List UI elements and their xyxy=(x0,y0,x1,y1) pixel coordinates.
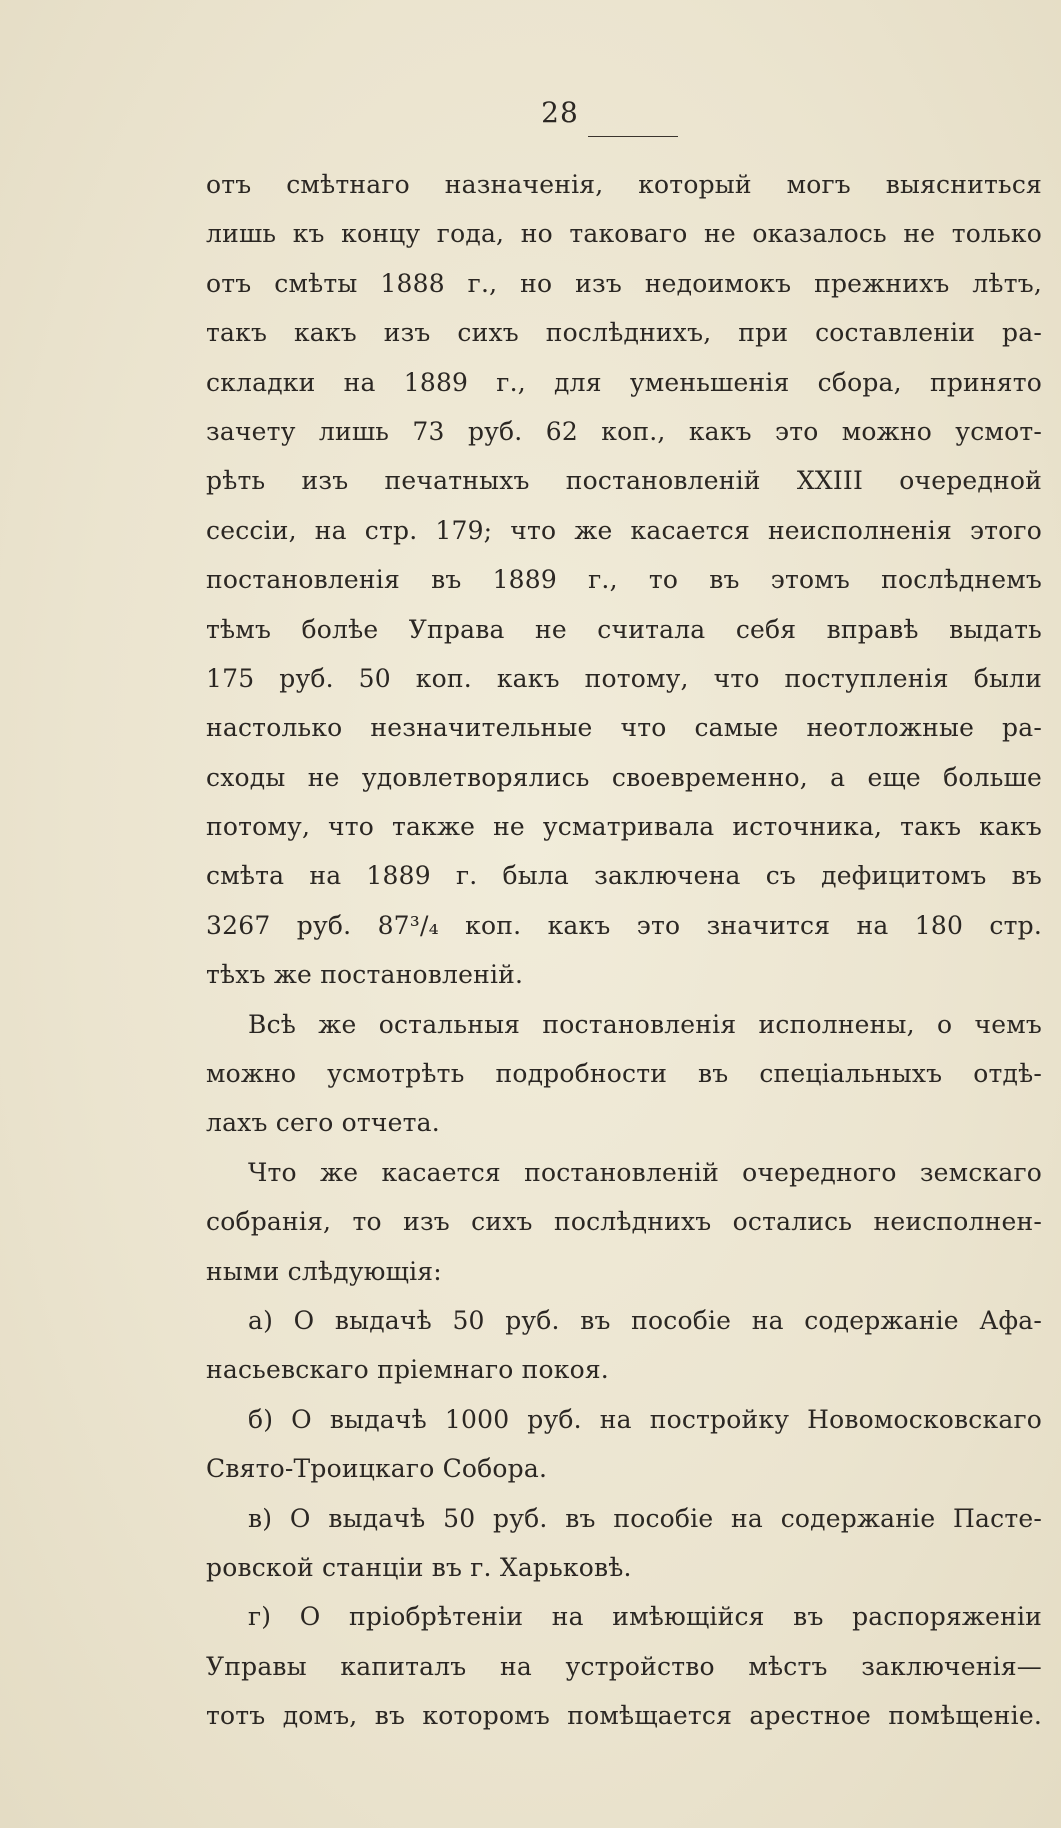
text-line: ровской станціи въ г. Харьковѣ. xyxy=(206,1552,632,1582)
text-line: тѣхъ же постановленій. xyxy=(206,960,524,990)
text-line: сессіи, на стр. 179; что же касается неисполненія этого xyxy=(206,515,1042,545)
text-line: отъ смѣтнаго назначенія, который могъ выясниться xyxy=(206,170,1042,199)
text-line: сходы не удовлетворялись своевременно, а еще больше xyxy=(206,762,1042,792)
text-line: настолько незначительные что самые неотложные ра- xyxy=(206,713,1042,743)
text-line: Управы капиталъ на устройство мѣстъ заключенія— xyxy=(206,1651,1042,1681)
text-line: можно усмотрѣть подробности въ спеціальныхъ отдѣ- xyxy=(206,1059,1042,1089)
text-line: 175 руб. 50 коп. какъ потому, что поступленія были xyxy=(206,663,1042,693)
text-line: насьевскаго пріемнаго покоя. xyxy=(206,1355,609,1385)
text-line: тѣмъ болѣе Управа не считала себя вправѣ выдать xyxy=(206,614,1042,644)
text-line: зачету лишь 73 руб. 62 коп., какъ это можно усмот- xyxy=(206,416,1042,446)
list-item-g: г) О пріобрѣтеніи на имѣющійся въ распоряженіи xyxy=(248,1602,1042,1632)
text-line: тотъ домъ, въ которомъ помѣщается арестное помѣщеніе. xyxy=(206,1701,1042,1731)
text-line: складки на 1889 г., для уменьшенія сбора, принято xyxy=(206,367,1042,397)
list-item-a: а) О выдачѣ 50 руб. въ пособіе на содержаніе Афа- xyxy=(248,1305,1042,1335)
text-line: постановленія въ 1889 г., то въ этомъ послѣднемъ xyxy=(206,565,1042,595)
text-line: рѣть изъ печатныхъ постановленій XXIII очередной xyxy=(206,466,1042,496)
body-text xyxy=(206,160,1042,1741)
text-line: Что же касается постановленій очередного земскаго xyxy=(248,1157,1042,1187)
text-line: смѣта на 1889 г. была заключена съ дефицитомъ въ xyxy=(206,861,1042,891)
page-number: 28 xyxy=(541,96,579,129)
text-line: 3267 руб. 87³/₄ коп. какъ это значится на 180 стр. xyxy=(206,910,1042,940)
text-line: собранія, то изъ сихъ послѣднихъ остались неисполнен- xyxy=(206,1207,1042,1237)
text-line: отъ смѣты 1888 г., но изъ недоимокъ прежнихъ лѣтъ, xyxy=(206,268,1042,298)
text-line: Свято-Троицкаго Собора. xyxy=(206,1454,548,1484)
text-line: Всѣ же остальныя постановленія исполнены, о чемъ xyxy=(248,1009,1042,1039)
list-item-v: в) О выдачѣ 50 руб. въ пособіе на содержаніе Пасте- xyxy=(248,1503,1042,1533)
text-line: ными слѣдующія: xyxy=(206,1256,442,1286)
text-line: такъ какъ изъ сихъ послѣднихъ, при составленіи ра- xyxy=(206,318,1042,348)
text-line: лахъ сего отчета. xyxy=(206,1108,440,1138)
text-line: потому, что также не усматривала источника, такъ какъ xyxy=(206,812,1042,842)
list-item-b: б) О выдачѣ 1000 руб. на постройку Новомосковскаго xyxy=(248,1404,1042,1434)
text-line: лишь къ концу года, но таковаго не оказалось не только xyxy=(206,219,1042,249)
page-number-rule xyxy=(588,136,678,137)
